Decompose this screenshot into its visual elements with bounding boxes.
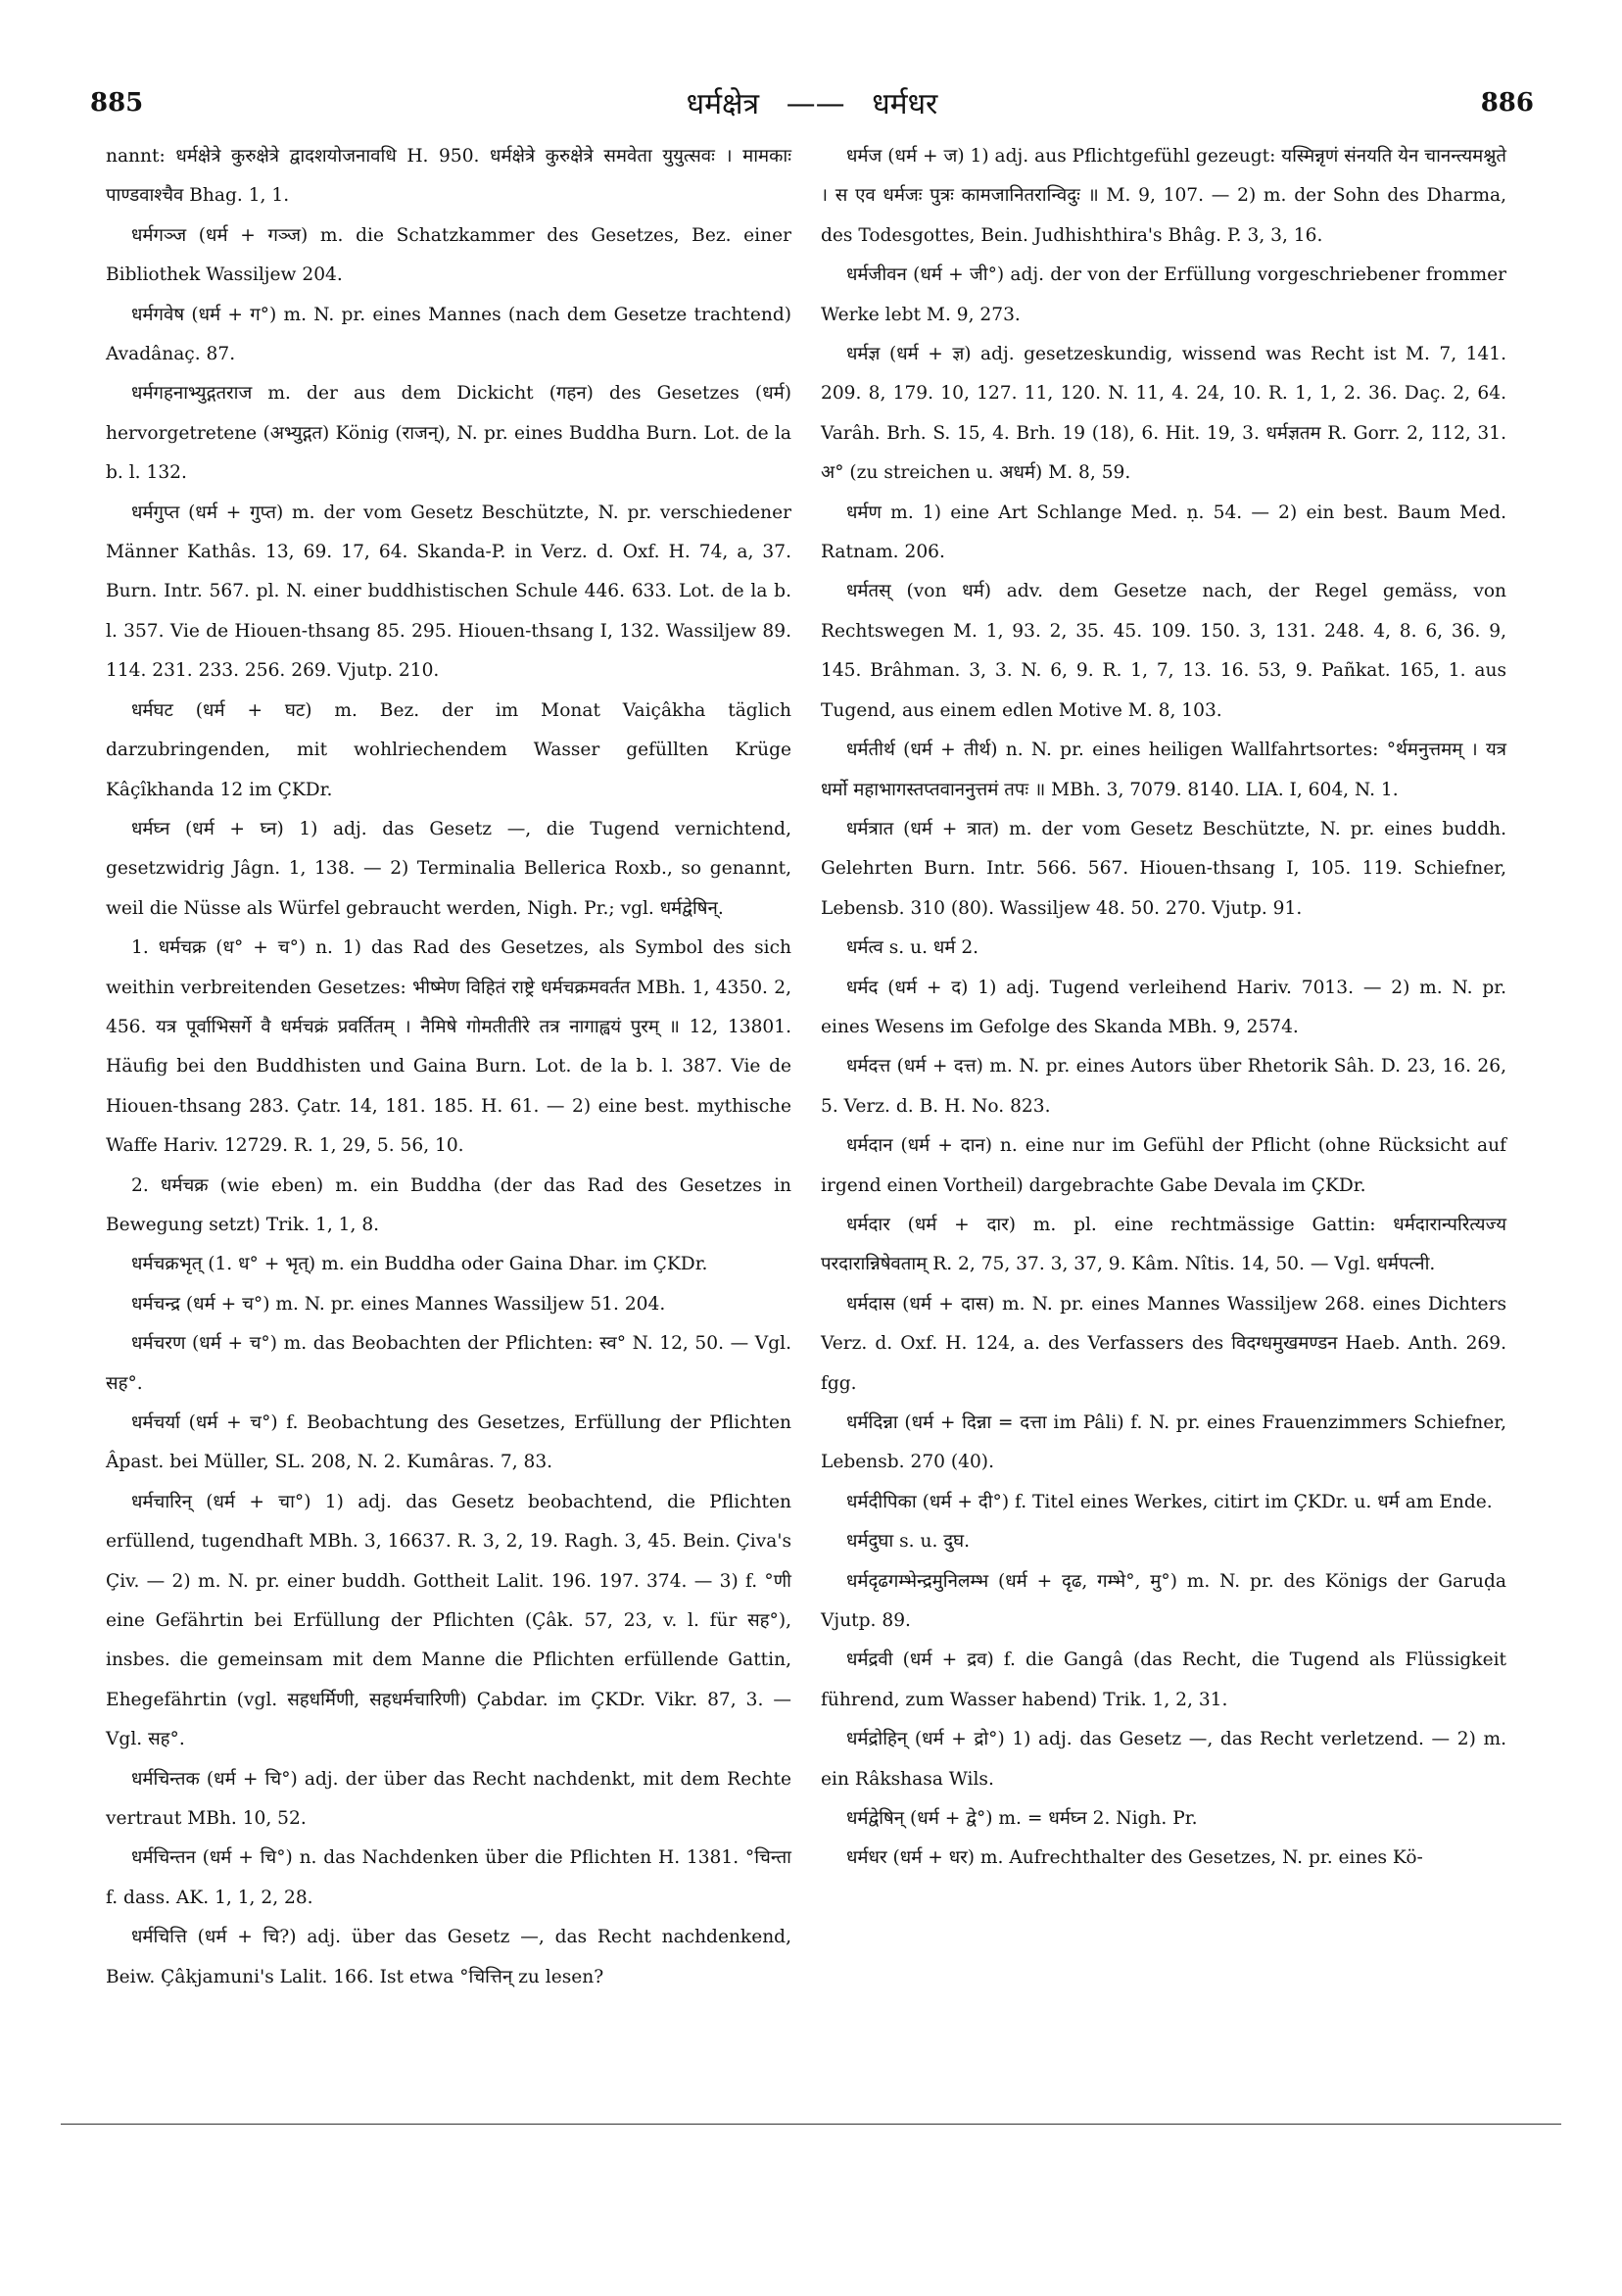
dictionary-entry: धर्मचक्रभृत् (1. ध° + भृत्) m. ein Buddha oder Gaina Dhar. im ÇKDr. xyxy=(131,1254,708,1275)
dictionary-entry: धर्मज (धर्म + ज) 1) adj. aus Pflichtgefühl gezeugt: यस्मिन्नृणं संनयति येन चानन्त्यमश्नुते । स एव धर्मजः पुत्रः कामजानितरान्विदुः ॥ M. 9, 107. — 2) m. der Sohn des Dharma, des Todesgottes, Bein. Judhishthira's Bhâg. P. 3, 3, 16. xyxy=(821,146,1507,246)
dictionary-entry: धर्मघ्न (धर्म + घ्न) 1) adj. das Gesetz —, die Tugend vernichtend, gesetzwidrig Jâgn. 1, 138. — 2) Terminalia Bellerica Roxb., so genannt, weil die Nüsse als Würfel gebraucht werden, Nigh. Pr.; vgl. धर्मद्वेषिन्. xyxy=(106,818,791,919)
dictionary-entry: धर्मचन्द्र (धर्म + च°) m. N. pr. eines Mannes Wassiljew 51. 204. xyxy=(131,1293,666,1315)
dictionary-entry: धर्मदान (धर्म + दान) n. eine nur im Gefühl der Pflicht (ohne Rücksicht auf irgend einen Vortheil) dargebrachte Gabe Devala im ÇKDr. xyxy=(821,1135,1506,1196)
page-header xyxy=(90,78,1534,127)
dictionary-entry: धर्मजीवन (धर्म + जी°) adj. der von der Erfüllung vorgeschriebener frommer Werke lebt M. 9, 273. xyxy=(821,264,1506,325)
dictionary-entry: धर्मण m. 1) eine Art Schlange Med. ṇ. 54. — 2) ein best. Baum Med. Ratnam. 206. xyxy=(821,502,1506,563)
footer-rule xyxy=(61,2124,1561,2125)
dictionary-entry: धर्मदत्त (धर्म + दत्त) m. N. pr. eines Autors über Rhetorik Sâh. D. 23, 16. 26, 5. Verz. d. B. H. No. 823. xyxy=(821,1056,1506,1117)
dictionary-entry: धर्मचारिन् (धर्म + चा°) 1) adj. das Gesetz beobachtend, die Pflichten erfüllend, tugendhaft MBh. 3, 16637. R. 3, 2, 19. Ragh. 3, 45. Bein. Çiva's Çiv. — 2) m. N. pr. einer buddh. Gottheit Lalit. 196. 197. 374. — 3) f. °णी eine Gefährtin bei Erfüllung der Pflichten (Çâk. 57, 23, v. l. für सह°), insbes. die gemeinsam mit dem Manne die Pflichten erfüllende Gattin, Ehegefährtin (vgl. सहधर्मिणी, सहधर्मचारिणी) Çabdar. im ÇKDr. Vikr. 87, 3. — Vgl. सह°. xyxy=(106,1491,791,1750)
dictionary-entry: धर्मगञ्ज (धर्म + गञ्ज) m. die Schatzkammer des Gesetzes, Bez. einer Bibliothek Wassiljew 204. xyxy=(106,224,791,286)
dictionary-entry: 2. धर्मचक्र (wie eben) m. ein Buddha (der das Rad des Gesetzes in Bewegung setzt) Trik. 1, 1, 8. xyxy=(106,1174,791,1235)
dictionary-entry: धर्मत्व s. u. धर्म 2. xyxy=(846,937,979,959)
dictionary-entry: धर्मदीपिका (धर्म + दी°) f. Titel eines Werkes, citirt im ÇKDr. u. धर्म am Ende. xyxy=(846,1491,1493,1512)
dictionary-entry: धर्मद (धर्म + द) 1) adj. Tugend verleihend Hariv. 7013. — 2) m. N. pr. eines Wesens im Gefolge des Skanda MBh. 9, 2574. xyxy=(821,977,1506,1037)
dictionary-entry: धर्मचरण (धर्म + च°) m. das Beobachten der Pflichten: स्व° N. 12, 50. — Vgl. सह°. xyxy=(106,1333,791,1394)
dictionary-entry: धर्मत्रात (धर्म + त्रात) m. der vom Gesetz Beschützte, N. pr. eines buddh. Gelehrten Burn. Intr. 566. 567. Hiouen-thsang I, 105. 119. Schiefner, Lebensb. 310 (80). Wassiljew 48. 50. 270. Vjutp. 91. xyxy=(821,818,1506,919)
dictionary-entry: धर्मतस् (von धर्म) adv. dem Gesetze nach, der Regel gemäss, von Rechtswegen M. 1, 93. 2, 35. 45. 109. 150. 3, 131. 248. 4, 8. 6, 36. 9, 145. Brâhman. 3, 3. N. 6, 9. R. 1, 7, 13. 16. 53, 9. Pañkat. 165, 1. aus Tugend, aus einem edlen Motive M. 8, 103. xyxy=(821,581,1506,721)
page-number-left: 885 xyxy=(90,88,144,118)
dictionary-entry: धर्मतीर्थ (धर्म + तीर्थ) n. N. pr. eines heiligen Wallfahrtsortes: °र्थमनुत्तमम् । यत्र धर्मो महाभागस्तप्तवाननुत्तमं तपः ॥ MBh. 3, 7079. 8140. LIA. I, 604, N. 1. xyxy=(821,740,1506,800)
dictionary-entry: धर्मदिन्ना (धर्म + दिन्ना = दत्ता im Pâli) f. N. pr. eines Frauenzimmers Schiefner, Lebensb. 270 (40). xyxy=(821,1412,1506,1473)
dictionary-entry: धर्मदृढगम्भेन्द्रमुनिलम्भ (धर्म + दृढ, गम्भे°, मु°) m. N. pr. des Königs der Garuḍa Vjutp. 89. xyxy=(821,1570,1506,1632)
dictionary-entry: nannt: धर्मक्षेत्रे कुरुक्षेत्रे द्वादशयोजनावधि H. 950. धर्मक्षेत्रे कुरुक्षेत्रे समवेता युयुत्सवः । मामकाः पाण्डवाश्चैव Bhag. 1, 1. xyxy=(106,146,791,207)
page-number-right: 886 xyxy=(1480,88,1534,118)
running-title-to: धर्मधर xyxy=(872,87,938,121)
dictionary-entry: धर्मद्वेषिन् (धर्म + द्वे°) m. = धर्मघ्न 2. Nigh. Pr. xyxy=(846,1808,1198,1830)
dictionary-entry: धर्मचर्या (धर्म + च°) f. Beobachtung des Gesetzes, Erfüllung der Pflichten Âpast. bei Müller, SL. 208, N. 2. Kumâras. 7, 83. xyxy=(106,1412,791,1473)
running-title xyxy=(90,82,1534,122)
dictionary-entry: धर्मदुघा s. u. दुघ. xyxy=(846,1531,971,1553)
running-title-dash: —— xyxy=(786,87,845,121)
dictionary-entry: धर्मचिन्तन (धर्म + चि°) n. das Nachdenken über die Pflichten H. 1381. °चिन्ता f. dass. AK. 1, 1, 2, 28. xyxy=(106,1847,791,1908)
dictionary-entry: 1. धर्मचक्र (ध° + च°) n. 1) das Rad des Gesetzes, als Symbol des sich weithin verbreitenden Gesetzes: भीष्मेण विहितं राष्ट्रे धर्मचक्रमवर्तत MBh. 1, 4350. 2, 456. यत्र पूर्वाभिसर्गे वै धर्मचक्रं प्रवर्तितम् । नैमिषे गोमतीतीरे तत्र नागाह्वयं पुरम् ॥ 12, 13801. Häufig bei den Buddhisten und Gaina Burn. Lot. de la b. l. 387. Vie de Hiouen-thsang 283. Çatr. 14, 181. 185. H. 61. — 2) eine best. mythische Waffe Hariv. 12729. R. 1, 29, 5. 56, 10. xyxy=(106,937,791,1157)
dictionary-entry: धर्मद्रोहिन् (धर्म + द्रो°) 1) adj. das Gesetz —, das Recht verletzend. — 2) m. ein Râkshasa Wils. xyxy=(821,1729,1506,1790)
dictionary-entry: धर्मचिन्तक (धर्म + चि°) adj. der über das Recht nachdenkt, mit dem Rechte vertraut MBh. 10, 52. xyxy=(106,1768,791,1830)
dictionary-entry: धर्मद्रवी (धर्म + द्रव) f. die Gangâ (das Recht, die Tugend als Flüssigkeit führend, zum Wasser habend) Trik. 1, 2, 31. xyxy=(821,1650,1506,1710)
dictionary-entry: धर्मज्ञ (धर्म + ज्ञ) adj. gesetzeskundig, wissend was Recht ist M. 7, 141. 209. 8, 179. 10, 127. 11, 120. N. 11, 4. 24, 10. R. 1, 1, 2. 36. Daç. 2, 64. Varâh. Brh. S. 15, 4. Brh. 19 (18), 6. Hit. 19, 3. धर्मज्ञतम R. Gorr. 2, 112, 31. अ° (zu streichen u. अधर्म) M. 8, 59. xyxy=(821,344,1506,484)
dictionary-entry: धर्मदार (धर्म + दार) m. pl. eine rechtmässige Gattin: धर्मदारान्परित्यज्य परदारान्निषेवताम् R. 2, 75, 37. 3, 37, 9. Kâm. Nîtis. 14, 50. — Vgl. धर्मपत्नी. xyxy=(821,1214,1506,1275)
dictionary-entry: धर्मघट (धर्म + घट) m. Bez. der im Monat Vaiçâkha täglich darzubringenden, mit wohlriechendem Wasser gefüllten Krüge Kâçîkhanda 12 im ÇKDr. xyxy=(106,699,791,800)
dictionary-entry: धर्मदास (धर्म + दास) m. N. pr. eines Mannes Wassiljew 268. eines Dichters Verz. d. Oxf. H. 124, a. des Verfassers des विदग्धमुखमण्डन Haeb. Anth. 269. fgg. xyxy=(821,1293,1506,1394)
running-title-from: धर्मक्षेत्र xyxy=(686,87,760,121)
dictionary-entry: धर्मगुप्त (धर्म + गुप्त) m. der vom Gesetz Beschützte, N. pr. verschiedener Männer Kathâs. 13, 69. 17, 64. Skanda-P. in Verz. d. Oxf. H. 74, a, 37. Burn. Intr. 567. pl. N. einer buddhistischen Schule 446. 633. Lot. de la b. l. 357. Vie de Hiouen-thsang 85. 295. Hiouen-thsang I, 132. Wassiljew 89. 114. 231. 233. 256. 269. Vjutp. 210. xyxy=(106,502,791,682)
dictionary-entry: धर्मचित्ति (धर्म + चि?) adj. über das Gesetz —, das Recht nachdenkend, Beiw. Çâkjamuni's Lalit. 166. Ist etwa °चित्तिन् zu lesen? xyxy=(106,1927,791,1987)
left-column xyxy=(106,137,791,1997)
dictionary-entry: धर्मगहनाभ्युद्गतराज m. der aus dem Dickicht (गहन) des Gesetzes (धर्म) hervorgetretene (अभ्युद्गत) König (राजन्), N. pr. eines Buddha Burn. Lot. de la b. l. 132. xyxy=(106,383,791,484)
right-column xyxy=(821,137,1506,1879)
dictionary-entry: धर्मगवेष (धर्म + ग°) m. N. pr. eines Mannes (nach dem Gesetze trachtend) Avadânaç. 87. xyxy=(106,304,791,365)
dictionary-entry: धर्मधर (धर्म + धर) m. Aufrechthalter des Gesetzes, N. pr. eines Kö- xyxy=(846,1847,1423,1869)
